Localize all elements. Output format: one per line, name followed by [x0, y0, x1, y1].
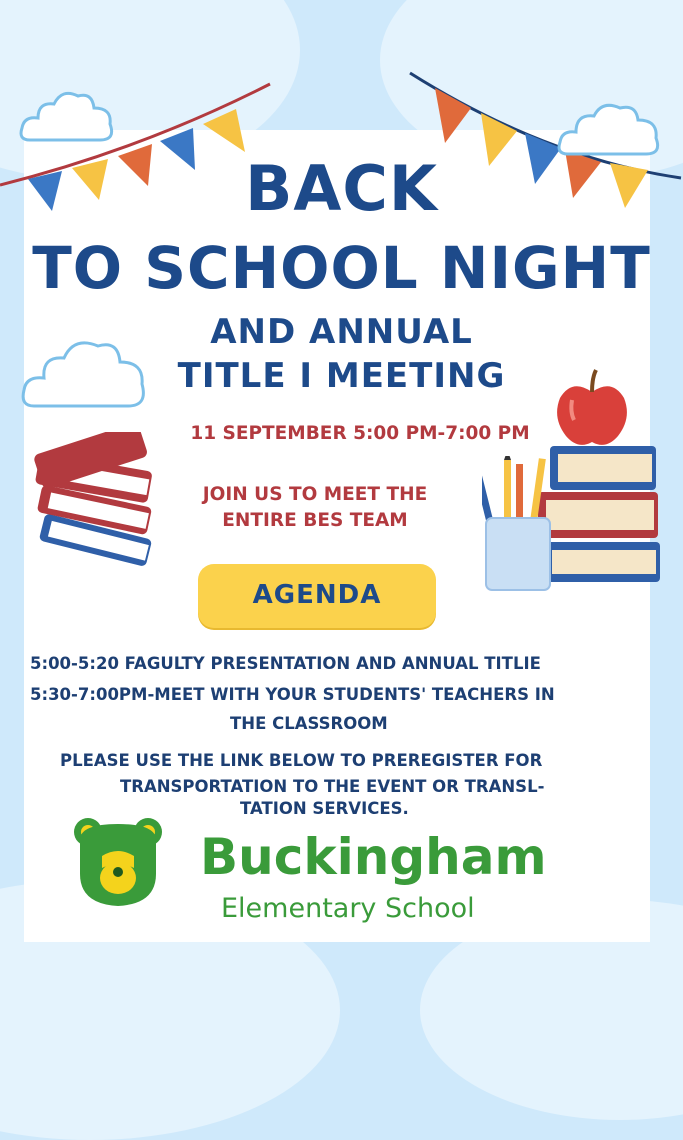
school-subtitle: Elementary School	[221, 893, 475, 924]
subtitle-line-1: AND ANNUAL	[210, 312, 473, 352]
pencil-cup-icon	[482, 456, 554, 592]
agenda-item-2-continued: THE CLASSROOM	[230, 714, 388, 733]
agenda-badge	[198, 564, 436, 628]
join-line-1: JOIN US TO MEET THE	[202, 484, 428, 505]
join-text	[140, 482, 490, 534]
registration-note-line-2: TRANSPORTATION TO THE EVENT OR TRANSL-	[120, 777, 545, 796]
book-stack-icon	[30, 432, 160, 577]
subtitle-line-2: TITLE I MEETING	[177, 356, 506, 396]
bear-logo-icon	[72, 816, 164, 908]
join-line-2: ENTIRE BES TEAM	[222, 510, 408, 531]
title-line-2: TO SCHOOL NIGHT	[32, 234, 651, 302]
agenda-item-1: 5:00-5:20 FAGULTY PRESENTATION AND ANNUAL TITLIE	[30, 654, 541, 673]
agenda-label: AGENDA	[252, 580, 382, 610]
registration-note-line-3: TATION SERVICES.	[240, 799, 409, 818]
registration-note-line-1: PLEASE USE THE LINK BELOW TO PREREGISTER FOR	[60, 751, 543, 770]
cloud-icon	[18, 84, 118, 148]
event-date-time: 11 SEPTEMBER 5:00 PM-7:00 PM	[190, 423, 530, 444]
agenda-item-2: 5:30-7:00PM-MEET WITH YOUR STUDENTS' TEACHERS IN	[30, 685, 555, 704]
title-line-1: BACK	[245, 152, 438, 225]
school-name: Buckingham	[200, 828, 547, 886]
apple-icon	[552, 368, 632, 450]
